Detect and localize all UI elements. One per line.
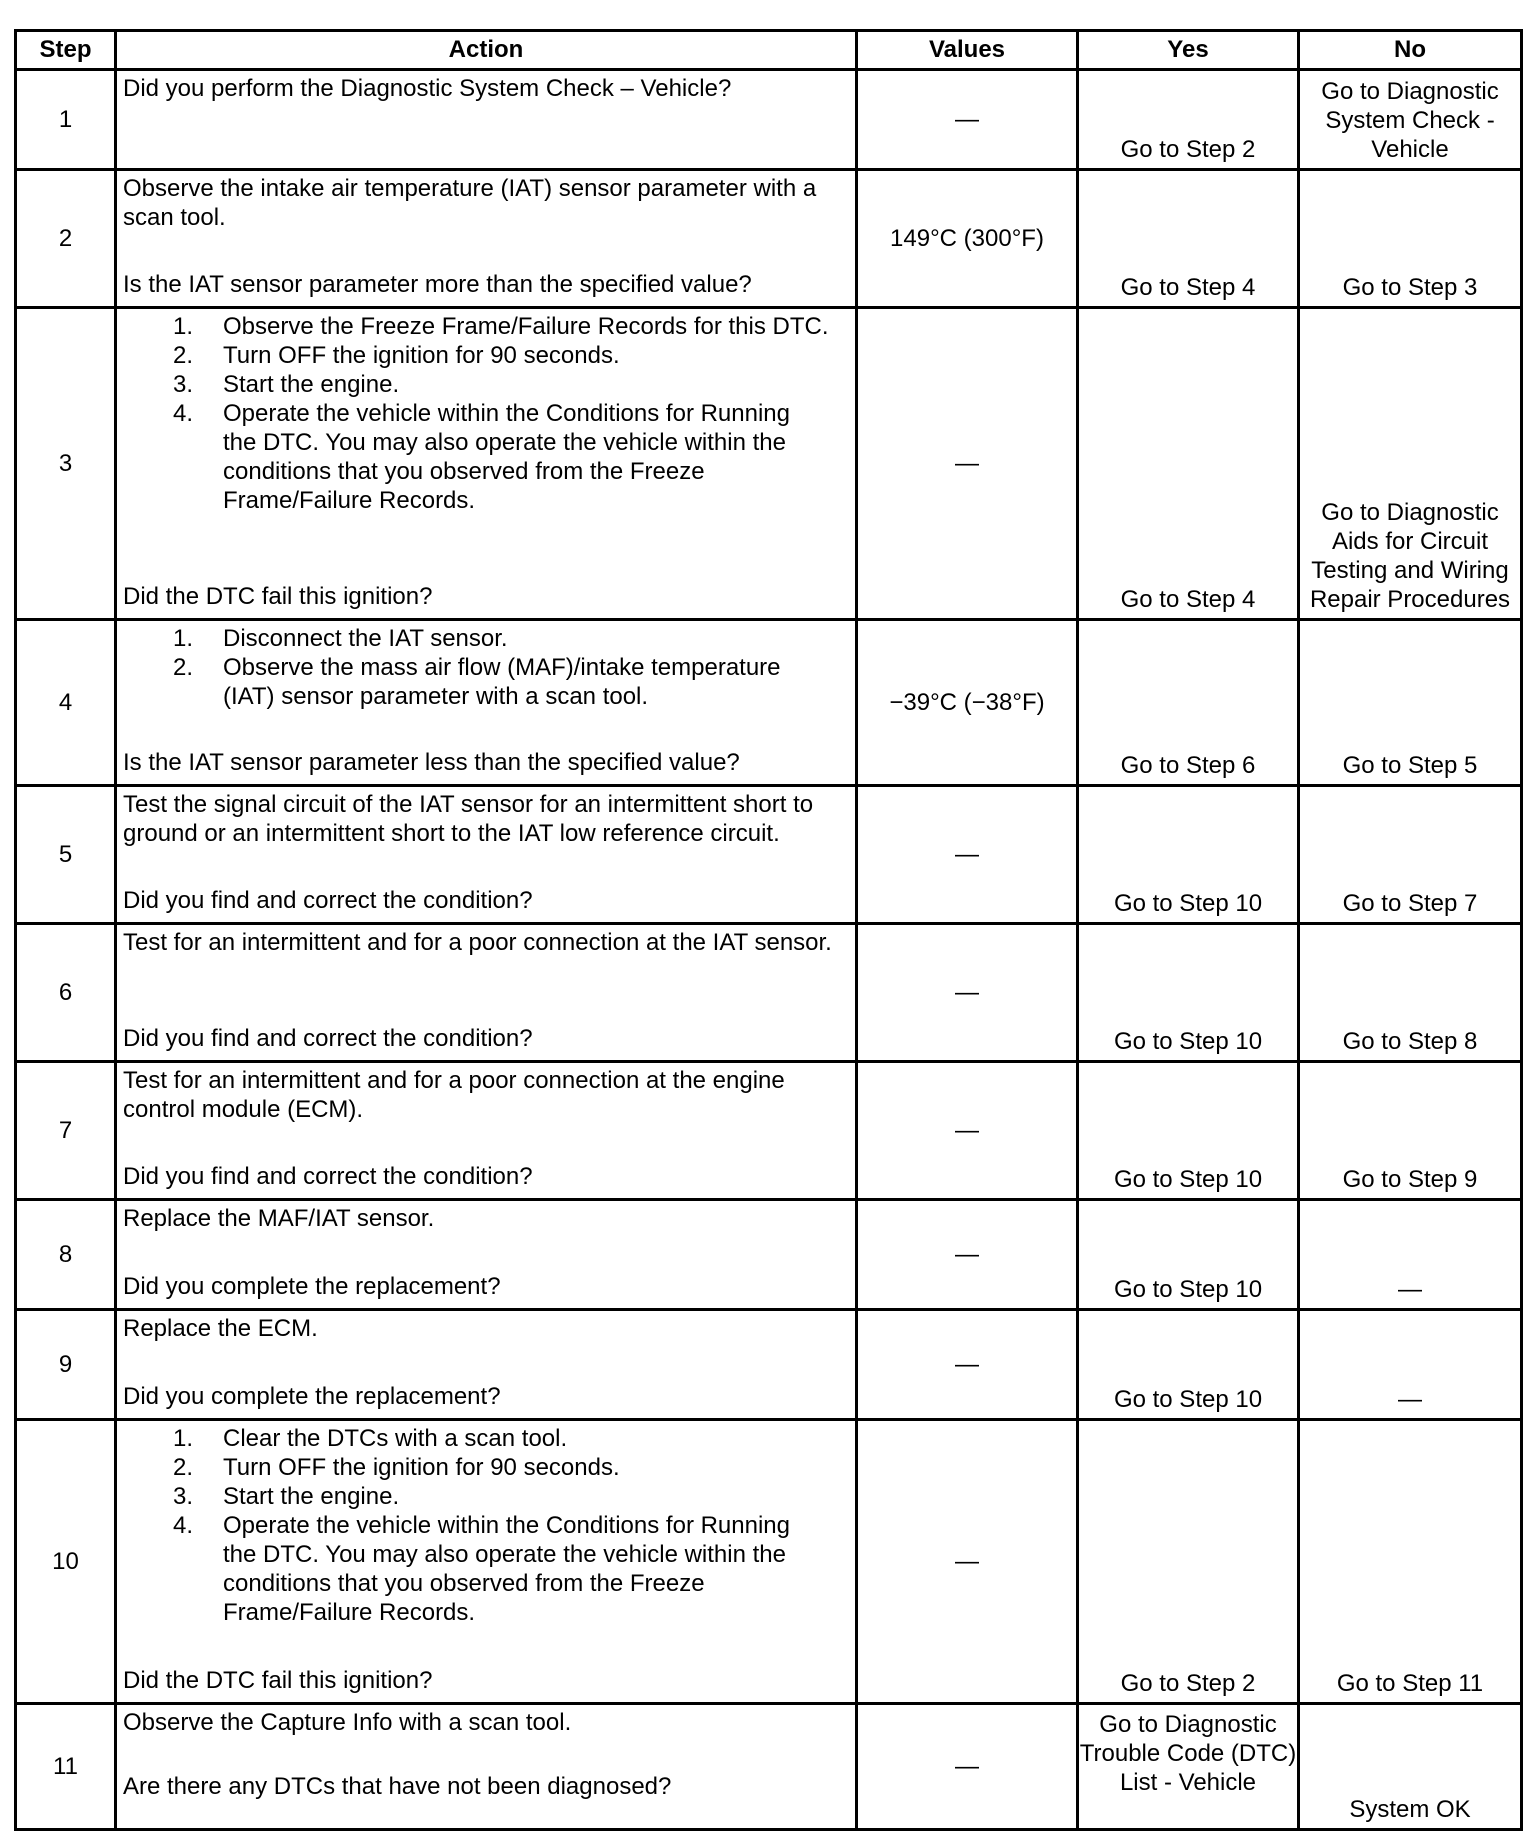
diagnostic-table bbox=[14, 29, 1523, 1831]
action-question: Did the DTC fail this ignition? bbox=[123, 583, 433, 610]
step-number: 6 bbox=[16, 924, 116, 1062]
yes-cell: Go to Step 10 bbox=[1078, 1310, 1299, 1420]
yes-cell: Go to Step 10 bbox=[1078, 1200, 1299, 1310]
action-text: Test for an intermittent and for a poor connection at the engine control module (ECM). bbox=[123, 1067, 785, 1123]
action-text: Replace the ECM. bbox=[123, 1315, 318, 1342]
action-cell bbox=[116, 924, 857, 1062]
step-number: 8 bbox=[16, 1200, 116, 1310]
action-question: Did you complete the replacement? bbox=[123, 1383, 501, 1410]
action-question: Did the DTC fail this ignition? bbox=[123, 1667, 433, 1694]
yes-cell: Go to Step 4 bbox=[1078, 170, 1299, 308]
table-row bbox=[16, 70, 1522, 170]
table-row bbox=[16, 1062, 1522, 1200]
procedure-list bbox=[123, 1424, 849, 1627]
action-text: Observe the intake air temperature (IAT) sensor parameter with a scan tool. bbox=[123, 175, 817, 231]
value-cell: −39°C (−38°F) bbox=[857, 620, 1078, 786]
list-item: 3. Start the engine. bbox=[172, 1483, 400, 1510]
yes-cell: Go to Step 4 bbox=[1078, 308, 1299, 620]
action-cell bbox=[116, 1062, 857, 1200]
action-question: Did you find and correct the condition? bbox=[123, 1025, 533, 1052]
procedure-list bbox=[123, 624, 849, 711]
value-cell: — bbox=[857, 1200, 1078, 1310]
action-cell bbox=[116, 1420, 857, 1704]
yes-cell: Go to Step 2 bbox=[1078, 70, 1299, 170]
table-row bbox=[16, 1310, 1522, 1420]
value-cell: — bbox=[857, 1420, 1078, 1704]
header-row bbox=[16, 31, 1522, 70]
action-question: Did you complete the replacement? bbox=[123, 1273, 501, 1300]
table-row bbox=[16, 620, 1522, 786]
list-item: 1. Disconnect the IAT sensor. bbox=[172, 625, 508, 652]
no-cell: Go to Step 8 bbox=[1299, 924, 1522, 1062]
step-number: 1 bbox=[16, 70, 116, 170]
action-question: Is the IAT sensor parameter more than the specified value? bbox=[123, 271, 752, 298]
value-cell: — bbox=[857, 924, 1078, 1062]
action-text: Replace the MAF/IAT sensor. bbox=[123, 1205, 435, 1232]
step-number: 4 bbox=[16, 620, 116, 786]
step-number: 10 bbox=[16, 1420, 116, 1704]
list-item: 3. Start the engine. bbox=[172, 371, 400, 398]
step-number: 7 bbox=[16, 1062, 116, 1200]
no-cell: System OK bbox=[1299, 1704, 1522, 1830]
yes-cell: Go to Step 2 bbox=[1078, 1420, 1299, 1704]
list-item: 1. Observe the Freeze Frame/Failure Records for this DTC. bbox=[172, 313, 829, 340]
list-item: 2. Turn OFF the ignition for 90 seconds. bbox=[172, 1454, 620, 1481]
no-cell: Go to Step 3 bbox=[1299, 170, 1522, 308]
table-row bbox=[16, 786, 1522, 924]
action-text: Test the signal circuit of the IAT sensor for an intermittent short to ground or an intermittent short to the IAT low reference circuit. bbox=[123, 791, 814, 847]
list-item: 4. Operate the vehicle within the Conditions for Running the DTC. You may also operate the vehicle within the conditions that you observed from the Freeze Frame/Failure Records. bbox=[172, 400, 790, 514]
action-question: Did you find and correct the condition? bbox=[123, 1163, 533, 1190]
list-item: 2. Turn OFF the ignition for 90 seconds. bbox=[172, 342, 620, 369]
action-cell bbox=[116, 1704, 857, 1830]
step-number: 11 bbox=[16, 1704, 116, 1830]
value-cell: — bbox=[857, 1062, 1078, 1200]
action-cell bbox=[116, 70, 857, 170]
header-values: Values bbox=[857, 31, 1078, 70]
action-cell bbox=[116, 308, 857, 620]
yes-cell: Go to Diagnostic Trouble Code (DTC) List - Vehicle bbox=[1078, 1704, 1299, 1830]
no-cell: — bbox=[1299, 1200, 1522, 1310]
step-number: 3 bbox=[16, 308, 116, 620]
yes-cell: Go to Step 10 bbox=[1078, 1062, 1299, 1200]
header-step: Step bbox=[16, 31, 116, 70]
table-row bbox=[16, 308, 1522, 620]
value-cell: — bbox=[857, 70, 1078, 170]
table-row bbox=[16, 924, 1522, 1062]
yes-cell: Go to Step 10 bbox=[1078, 786, 1299, 924]
table-row bbox=[16, 170, 1522, 308]
yes-cell: Go to Step 6 bbox=[1078, 620, 1299, 786]
yes-cell: Go to Step 10 bbox=[1078, 924, 1299, 1062]
action-cell bbox=[116, 786, 857, 924]
header-no: No bbox=[1299, 31, 1522, 70]
action-text: Observe the Capture Info with a scan tool. bbox=[123, 1709, 572, 1736]
header-yes: Yes bbox=[1078, 31, 1299, 70]
action-cell bbox=[116, 1310, 857, 1420]
action-text: Test for an intermittent and for a poor connection at the IAT sensor. bbox=[123, 929, 832, 956]
value-cell: — bbox=[857, 1310, 1078, 1420]
header-action: Action bbox=[116, 31, 857, 70]
action-question: Are there any DTCs that have not been diagnosed? bbox=[123, 1773, 672, 1800]
value-cell: — bbox=[857, 308, 1078, 620]
action-question: Is the IAT sensor parameter less than the specified value? bbox=[123, 749, 740, 776]
value-cell: 149°C (300°F) bbox=[857, 170, 1078, 308]
table-row bbox=[16, 1420, 1522, 1704]
step-number: 5 bbox=[16, 786, 116, 924]
no-cell: — bbox=[1299, 1310, 1522, 1420]
list-item: 2. Observe the mass air flow (MAF)/intake temperature (IAT) sensor parameter with a scan tool. bbox=[172, 654, 781, 710]
no-cell: Go to Step 5 bbox=[1299, 620, 1522, 786]
no-cell: Go to Step 9 bbox=[1299, 1062, 1522, 1200]
no-cell: Go to Step 7 bbox=[1299, 786, 1522, 924]
table-row bbox=[16, 1200, 1522, 1310]
table-row bbox=[16, 1704, 1522, 1830]
action-question: Did you find and correct the condition? bbox=[123, 887, 533, 914]
step-number: 9 bbox=[16, 1310, 116, 1420]
no-cell: Go to Diagnostic Aids for Circuit Testing and Wiring Repair Procedures bbox=[1299, 308, 1522, 620]
list-item: 4. Operate the vehicle within the Conditions for Running the DTC. You may also operate the vehicle within the conditions that you observed from the Freeze Frame/Failure Records. bbox=[172, 1512, 790, 1626]
no-cell: Go to Diagnostic System Check - Vehicle bbox=[1299, 70, 1522, 170]
value-cell: — bbox=[857, 1704, 1078, 1830]
procedure-list bbox=[123, 312, 849, 515]
action-cell bbox=[116, 1200, 857, 1310]
value-cell: — bbox=[857, 786, 1078, 924]
action-text: Did you perform the Diagnostic System Check – Vehicle? bbox=[123, 75, 732, 102]
step-number: 2 bbox=[16, 170, 116, 308]
list-item: 1. Clear the DTCs with a scan tool. bbox=[172, 1425, 568, 1452]
action-cell bbox=[116, 620, 857, 786]
action-cell bbox=[116, 170, 857, 308]
no-cell: Go to Step 11 bbox=[1299, 1420, 1522, 1704]
